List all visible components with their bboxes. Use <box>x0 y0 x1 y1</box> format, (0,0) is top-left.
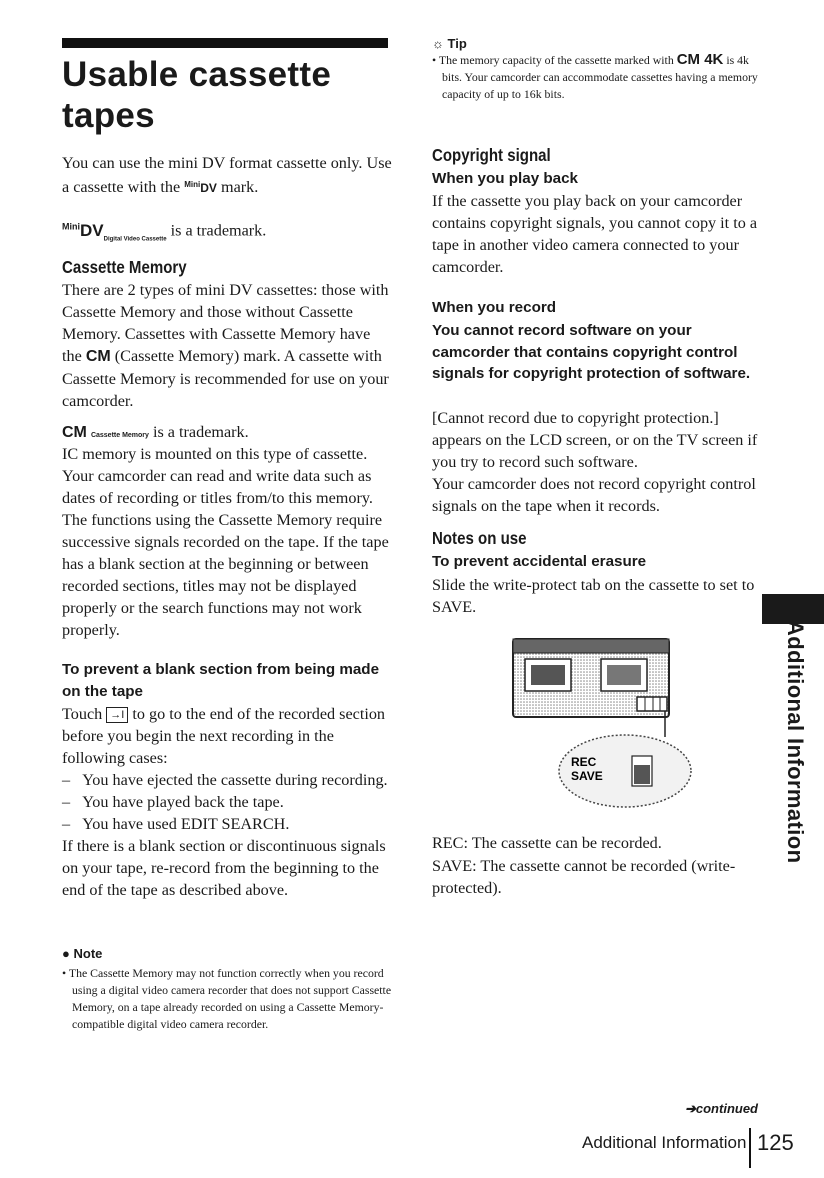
cassette-illustration <box>505 635 697 810</box>
play-back-text: If the cassette you play back on your camcorder contains copyright signals, you cannot copy it to a tape in another video camera connected to your camcorder. <box>432 192 758 276</box>
footer-section: Additional Information <box>582 1133 747 1152</box>
cm-4k-logo: CM 4K <box>676 51 724 68</box>
minidv-logo-large: $^{Mini}DV_{Digital Video Cassette}$ <box>62 220 167 243</box>
continued-label: ➔continued <box>684 1101 758 1116</box>
tip-text: • The memory capacity of the cassette marked with CM 4K is 4k bits. Your camcorder can accommodate cassettes having a memory capacity of up to 16k bits. <box>432 51 758 101</box>
note-text: • The Cassette Memory may not function correctly when you record using a digital video camera recorder that does not support Cassette Memory, on a tape already recorded on using a Cassette Memory-compatible digital video camera recorder. <box>62 966 392 1031</box>
notes-on-use-heading: Notes on use <box>432 528 527 548</box>
tab-slider <box>634 765 650 784</box>
page-title: Usable cassette tapes <box>62 55 332 135</box>
note-block <box>62 946 392 1033</box>
note-heading: ● Note <box>62 946 103 961</box>
cassette-memory-p1: There are 2 types of mini DV cassettes: those with Cassette Memory and those without Cassette Memory. Cassettes with Cassette Memory have the CM (Cassette Memory) mark. A cassette with Cassette Memory is recommended for use on your camcorder. <box>62 281 389 410</box>
cassette-memory-logo: CM <box>85 348 111 365</box>
save-description: SAVE: The cassette cannot be recorded (write-protected). <box>432 857 736 897</box>
record-subheading: You cannot record software on your camcorder that contains copyright control signals for copyright protection of software. <box>432 322 751 382</box>
write-protect-tab <box>637 697 667 711</box>
minidv-trademark: $^{Mini}DV_{Digital Video Cassette}$ is a trademark. <box>62 220 267 243</box>
accidental-erasure-heading: To prevent accidental erasure <box>432 553 647 570</box>
svg-text:REC: REC <box>571 755 597 769</box>
cassette-top-edge <box>513 639 669 653</box>
page-number: 125 <box>757 1130 794 1155</box>
footer-divider <box>749 1128 751 1168</box>
record-heading: When you record <box>432 299 557 316</box>
end-search-button-icon: →I <box>106 707 128 723</box>
case-item-3: – You have used EDIT SEARCH. <box>62 815 290 833</box>
arrow-right-icon: ➔ <box>684 1101 696 1116</box>
tip-lightbulb-icon: ☼ <box>432 36 444 51</box>
tape-reel-left <box>531 665 565 685</box>
cassette-memory-p2: IC memory is mounted on this type of cassette. Your camcorder can read and write data such as dates of recording or titles from/to this memory. The functions using the Cassette Memory require successive signals recorded on the tape. If the tape has a blank section at the beginning or between recorded sections, titles may not be displayed properly or the search functions may not work properly. <box>62 445 389 639</box>
record-text-1: [Cannot record due to copyright protection.] appears on the LCD screen, or on the TV screen if you try to record such software. <box>432 409 758 471</box>
svg-text:SAVE: SAVE <box>571 769 603 783</box>
blank-section-body: Touch →I to go to the end of the recorded section before you begin the next recording in the following cases: – You have ejected the cassette during recording. – You have played back the tape. – You have used EDIT SEARCH. If there is a blank section or discontinuous signals on your tape, re-record from the beginning to the end of the tape as described above. <box>62 703 392 901</box>
play-back-heading: When you play back <box>432 170 579 187</box>
intro-paragraph: You can use the mini DV format cassette only. Use a cassette with the $^{Mini}$DV mark. <box>62 154 392 196</box>
case-item-2: – You have played back the tape. <box>62 793 284 811</box>
cassette-memory-trademark: CM Cassette Memory is a trademark. <box>62 423 249 441</box>
tip-block <box>432 36 762 103</box>
cassette-memory-heading: Cassette Memory <box>62 257 187 277</box>
rec-description: REC: The cassette can be recorded. <box>432 834 662 852</box>
cassette-memory-logo-small: Cassette Memory <box>90 432 149 439</box>
tape-reel-right <box>607 665 641 685</box>
copyright-heading: Copyright signal <box>432 145 551 165</box>
side-section-label: Additional Information <box>783 620 808 864</box>
blank-section-heading: To prevent a blank section from being made on the tape <box>62 661 380 700</box>
tip-heading: ☼ Tip <box>432 36 467 51</box>
record-text-2: Your camcorder does not record copyright control signals on the tape when it records. <box>432 475 756 515</box>
note-icon: ● <box>62 946 70 961</box>
title-rule <box>62 38 388 48</box>
accidental-erasure-text: Slide the write-protect tab on the cassette to set to SAVE. <box>432 576 755 616</box>
minidv-logo: $^{Mini}$DV <box>184 180 217 195</box>
case-item-1: – You have ejected the cassette during recording. <box>62 771 388 789</box>
